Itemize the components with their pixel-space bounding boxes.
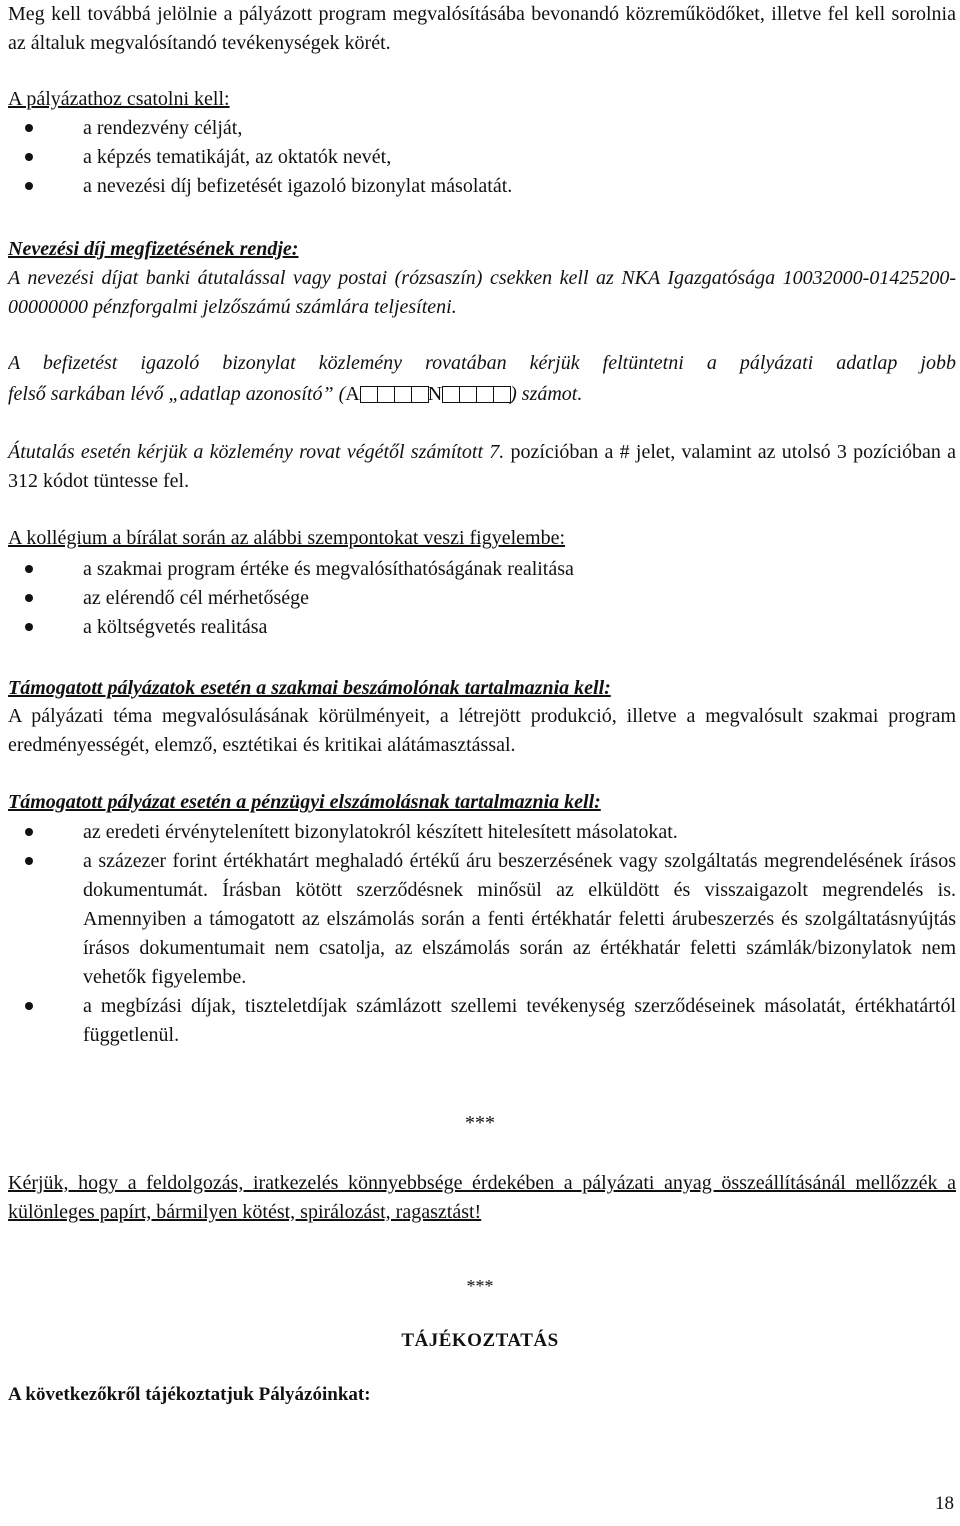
fee-note-line1: A befizetést igazoló bizonylat közlemény rovatában kérjük feltüntetni a pályázati adatlap jobb [8, 352, 956, 374]
transfer-note: Átutalás esetén kérjük a közlemény rovat végétől számított 7. pozícióban a # jelet, valamint az utolsó 3 pozícióban a 312 kódot tüntesse fel. [8, 441, 957, 492]
id-letter-n: N [427, 383, 443, 405]
list-item: a megbízási díjak, tiszteletdíjak számlázott szellemi tevékenység szerződéseinek másolatát, értékhatártól függetlenül. [8, 992, 956, 1050]
list-item: a szakmai program értéke és megvalósíthatóságának realitása [8, 555, 956, 584]
criteria-list [8, 555, 956, 642]
bullet-icon [25, 857, 33, 865]
id-boxes-n [442, 383, 510, 401]
criteria-heading: A kollégium a bírálat során az alábbi szempontokat veszi figyelembe: [8, 527, 566, 549]
info-intro: A következőkről tájékoztatjuk Pályázóinkat: [8, 1384, 371, 1405]
id-boxes-a [360, 383, 428, 401]
id-letter-a: A [345, 383, 360, 405]
list-item: a százezer forint értékhatárt meghaladó értékű áru beszerzésének vagy szolgáltatás megrendelésének írásos dokumentumát. Írásban kötött szerződésnek minősül az elküldött és visszaigazolt megrendelés is. Amennyiben a támogatott az elszámolás során a fenti értékhatár feletti árubeszerzés és szolgáltatásnyújtás írásos dokumentumait nem csatolja, az elszámolás során az értékhatár feletti számlák/bizonylatok nem vehetők figyelembe. [8, 847, 956, 992]
financial-report-list [8, 818, 956, 1050]
request-notice: Kérjük, hogy a feldolgozás, iratkezelés könnyebbsége érdekében a pályázati anyag összeállításánál mellőzzék a különleges papírt, bármilyen kötést, spirálozást, ragasztást! [8, 1172, 956, 1223]
professional-report-heading: Támogatott pályázatok esetén a szakmai beszámolónak tartalmaznia kell: [8, 677, 611, 699]
fee-note-line2: felső sarkában lévő „adatlap azonosító” (A N ) számot. [8, 383, 583, 405]
bullet-icon [25, 1002, 33, 1010]
list-item: a költségvetés realitása [8, 613, 956, 642]
separator-stars: *** [466, 1276, 494, 1296]
list-item: a képzés tematikáját, az oktatók nevét, [8, 143, 956, 172]
attachments-heading: A pályázathoz csatolni kell: [8, 88, 230, 110]
list-item: a nevezési díj befizetését igazoló bizonylat másolatát. [8, 172, 956, 201]
fee-heading: Nevezési díj megfizetésének rendje: [8, 238, 299, 260]
page-number: 18 [935, 1493, 954, 1514]
bullet-icon [25, 565, 33, 573]
bullet-icon [25, 124, 33, 132]
bullet-icon [25, 623, 33, 631]
separator-stars: *** [465, 1112, 495, 1134]
intro-paragraph: Meg kell továbbá jelölnie a pályázott program megvalósításába bevonandó közreműködőket, illetve fel kell sorolnia az általuk megvalósítandó tevékenységek körét. [8, 3, 956, 54]
attachments-list [8, 114, 956, 201]
list-item: a rendezvény célját, [8, 114, 956, 143]
professional-report-text: A pályázati téma megvalósulásának körülményeit, a létrejött produkció, illetve a megvalósult szakmai program eredményességét, elemző, esztétikai és kritikai alátámasztással. [8, 705, 956, 756]
fee-text: A nevezési díjat banki átutalással vagy postai (rózsaszín) csekken kell az NKA Igazgatósága 10032000-01425200-00000000 pénzforgalmi jelzőszámú számlára teljesíteni. [8, 267, 956, 318]
bullet-icon [25, 153, 33, 161]
list-item: az elérendő cél mérhetősége [8, 584, 956, 613]
bullet-icon [25, 828, 33, 836]
bullet-icon [25, 182, 33, 190]
info-title: TÁJÉKOZTATÁS [401, 1330, 559, 1351]
list-item: az eredeti érvénytelenített bizonylatokról készített hitelesített másolatokat. [8, 818, 956, 847]
financial-report-heading: Támogatott pályázat esetén a pénzügyi elszámolásnak tartalmaznia kell: [8, 791, 601, 813]
bullet-icon [25, 594, 33, 602]
